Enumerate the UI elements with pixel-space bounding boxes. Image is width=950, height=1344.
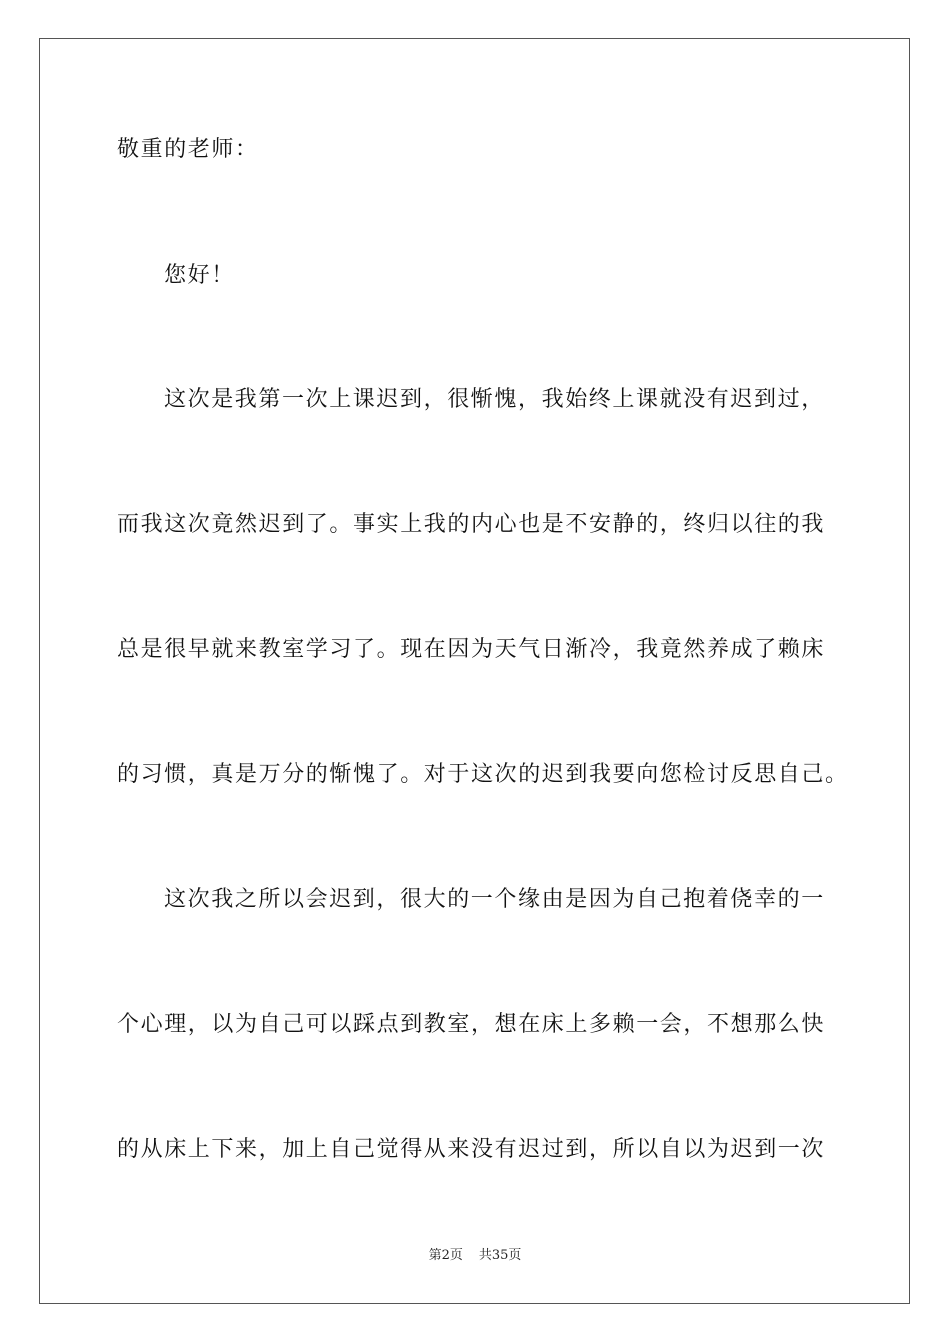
- salutation-line: 敬重的老师：: [117, 137, 259, 162]
- page-footer: [0, 1247, 950, 1265]
- page-number: 第2页: [428, 1248, 463, 1263]
- body-line-2: 而我这次竟然迟到了。事实上我的内心也是不安静的，终归以往的我: [117, 512, 826, 537]
- page-total: 共35页: [478, 1248, 522, 1263]
- body-line-1: 这次是我第一次上课迟到，很惭愧，我始终上课就没有迟到过，: [164, 387, 825, 412]
- body-line-5: 这次我之所以会迟到，很大的一个缘由是因为自己抱着侥幸的一: [164, 887, 825, 912]
- body-line-6: 个心理，以为自己可以踩点到教室，想在床上多赖一会，不想那么快: [117, 1012, 826, 1037]
- body-line-3: 总是很早就来教室学习了。现在因为天气日渐冷，我竟然养成了赖床: [117, 637, 826, 662]
- page-frame: [39, 38, 910, 1304]
- greeting-line: 您好！: [164, 263, 235, 288]
- body-line-7: 的从床上下来，加上自己觉得从来没有迟过到，所以自以为迟到一次: [117, 1137, 826, 1162]
- body-line-4: 的习惯，真是万分的惭愧了。对于这次的迟到我要向您检讨反思自己。: [117, 762, 849, 787]
